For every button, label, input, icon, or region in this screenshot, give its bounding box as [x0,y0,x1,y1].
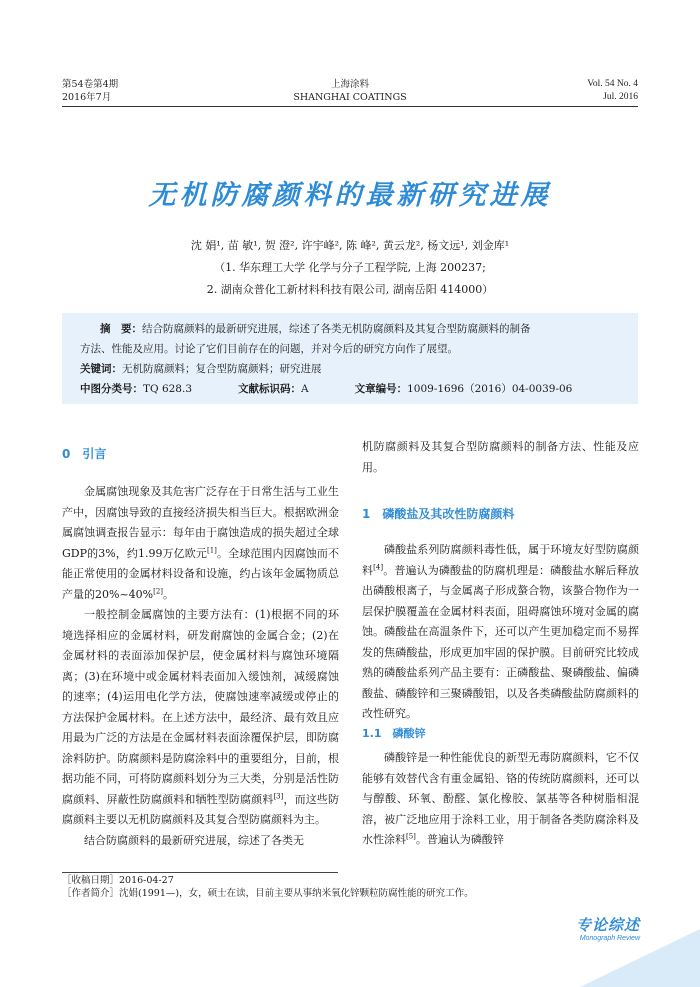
zinc-phosphate-paragraph [362,748,639,851]
abstract-line-1 [100,322,531,337]
citation: [2] [153,586,164,595]
phosphate-paragraph [362,540,639,725]
abstract-line-2 [80,342,458,357]
footnote-rule [62,872,338,873]
right-column-top [362,437,639,478]
doc-code-value: A [301,383,309,395]
phosphate-p1-text: 磷酸盐系列防腐颜料毒性低，属于环境友好型防腐颜料 [362,543,639,577]
section-badge [560,914,640,944]
journal-name-cn: 上海涂料 [330,79,369,90]
intro-p2-end: ，而这些防腐颜料主要以无机防腐颜料及其复合型防腐颜料为主。 [62,792,340,826]
classification-line [80,382,572,397]
clc-value: TQ 628.3 [143,383,193,395]
keywords-label: 关键词： [80,363,122,375]
badge-subtitle: Monograph Review [579,935,640,942]
right-column-section-1 [362,540,639,725]
right-column-subsection [362,748,639,851]
header-rule [62,106,638,107]
citation: [3] [273,791,284,800]
intro-paragraph-3-cont: 机防腐颜料及其复合型防腐颜料的制备方法、性能及应用。 [362,440,639,474]
zinc-p-text: 磷酸锌是一种性能优良的新型无毒防腐颜料，它不仅能够有效替代含有重金属铅、铬的传统防腐颜料，还可以与醇酸、环氧、酚醛、氯化橡胶、氯基等各种树脂相混溶，被广泛地应用于涂料工业，用于制备各类防腐涂料及水性涂料 [362,751,639,846]
citation: [5] [406,832,416,841]
keywords: 无机防腐颜料；复合型防腐颜料；研究进展 [122,363,322,375]
left-column [62,482,339,851]
affiliation-2: 2. 湖南众普化工新材料科技有限公司, 湖南岳阳 414000） [206,283,494,296]
publish-date-en: Jul. 2016 [603,92,638,102]
author-list: 沈 娟¹, 苗 敏¹, 贺 澄², 许宇峰², 陈 峰², 黄云龙², 杨文远¹, 刘金库¹ [190,239,510,252]
abstract-text-2: 方法、性能及应用。讨论了它们目前存在的问题，并对今后的研究方向作了展望。 [80,343,458,355]
intro-p1-text-b: 。全球范围内因腐蚀而不能正常使用的金属材料设备和设施，约占该年金属物质总产量的20%~40% [62,546,340,601]
badge-title: 专论综述 [575,916,640,934]
citation: [1] [206,545,217,554]
intro-p1-text: 金属腐蚀现象及其危害广泛存在于日常生活与工业生产中，因腐蚀导致的直接经济损失相当巨大。根据欧洲金属腐蚀调查报告显示：每年由于腐蚀造成的损失超过全球GDP的3%，约1.99万亿欧元 [62,485,339,560]
abstract-label: 摘 要： [100,323,142,335]
journal-volume-info-en [587,78,638,104]
intro-paragraph-3: 结合防腐颜料的最新研究进展，综述了各类无 [84,833,304,847]
clc-label: 中图分类号： [80,383,143,395]
section-1-heading: 1 磷酸盐及其改性防腐颜料 [362,507,515,521]
affiliation-1: （1. 华东理工大学 化学与分子工程学院, 上海 200237; [214,261,486,274]
journal-name-en: SHANGHAI COATINGS [293,92,407,103]
paper-title: 无机防腐颜料的最新研究进展 [148,180,552,211]
keywords-line [80,362,322,377]
article-number-value: 1009-1696（2016）04-0039-06 [407,383,573,395]
article-number-label: 文章编号： [354,383,408,395]
volume-issue: 第54卷第4期 [62,79,119,90]
citation: [4] [373,562,384,571]
intro-p1-end: 。 [163,587,175,601]
intro-paragraph-2 [62,605,339,831]
intro-p2-text: 一般控制金属腐蚀的主要方法有：(1)根据不同的环境选择相应的金属材料，研发耐腐蚀的金属合金；(2)在金属材料的表面添加保护层，使金属材料与腐蚀环境隔离；(3)在环境中或金属材料表面加入缓蚀剂，减缓腐蚀的速率；(4)运用电化学方法，使腐蚀速率减缓或停止的方法保护金属材料。在上述方法中，最经济、最有效且应用最为广泛的方法是在金属材料表面涂覆保护层，即防腐涂料防护。防腐颜料是防腐涂料中的重要组分，目前，根据功能不同，可将防腐颜料划分为三大类，分别是活性防腐颜料、屏蔽性防腐颜料和牺牲型防腐颜料 [62,608,339,806]
intro-paragraph-1 [62,482,339,605]
section-0-heading: 0 引言 [62,447,107,461]
doc-code-label: 文献标识码： [238,383,302,395]
publish-date: 2016年7月 [62,92,112,103]
subsection-1-1-heading: 1.1 磷酸锌 [362,727,426,740]
author-bio: ［作者简介］沈娟(1991—)，女，硕士在读，目前主要从事纳米氧化锌颗粒防腐性能的研究工作。 [62,888,474,899]
zinc-p-end: 。普遍认为磷酸锌 [415,833,504,846]
phosphate-p1-end: 。普遍认为磷酸盐的防腐机理是：磷酸盐水解后释放出磷酸根离子，与金属离子形成螯合物，该螯合物作为一层保护膜覆盖在金属材料表面，阻碍腐蚀环境对金属的腐蚀。磷酸盐在高温条件下，还可以产生更加稳定而不易挥发的焦磷酸盐，形成更加牢固的保护膜。目前研究比较成熟的磷酸盐系列产品主要有：正磷酸盐、聚磷酸盐、偏磷酸盐、磷酸锌和三聚磷酸铝，以及各类磷酸盐防腐颜料的改性研究。 [362,563,640,720]
abstract-text-1: 结合防腐颜料的最新研究进展，综述了各类无机防腐颜料及其复合型防腐颜料的制备 [142,323,531,335]
received-date: ［收稿日期］2016-04-27 [62,875,174,886]
volume-issue-en: Vol. 54 No. 4 [587,79,638,89]
